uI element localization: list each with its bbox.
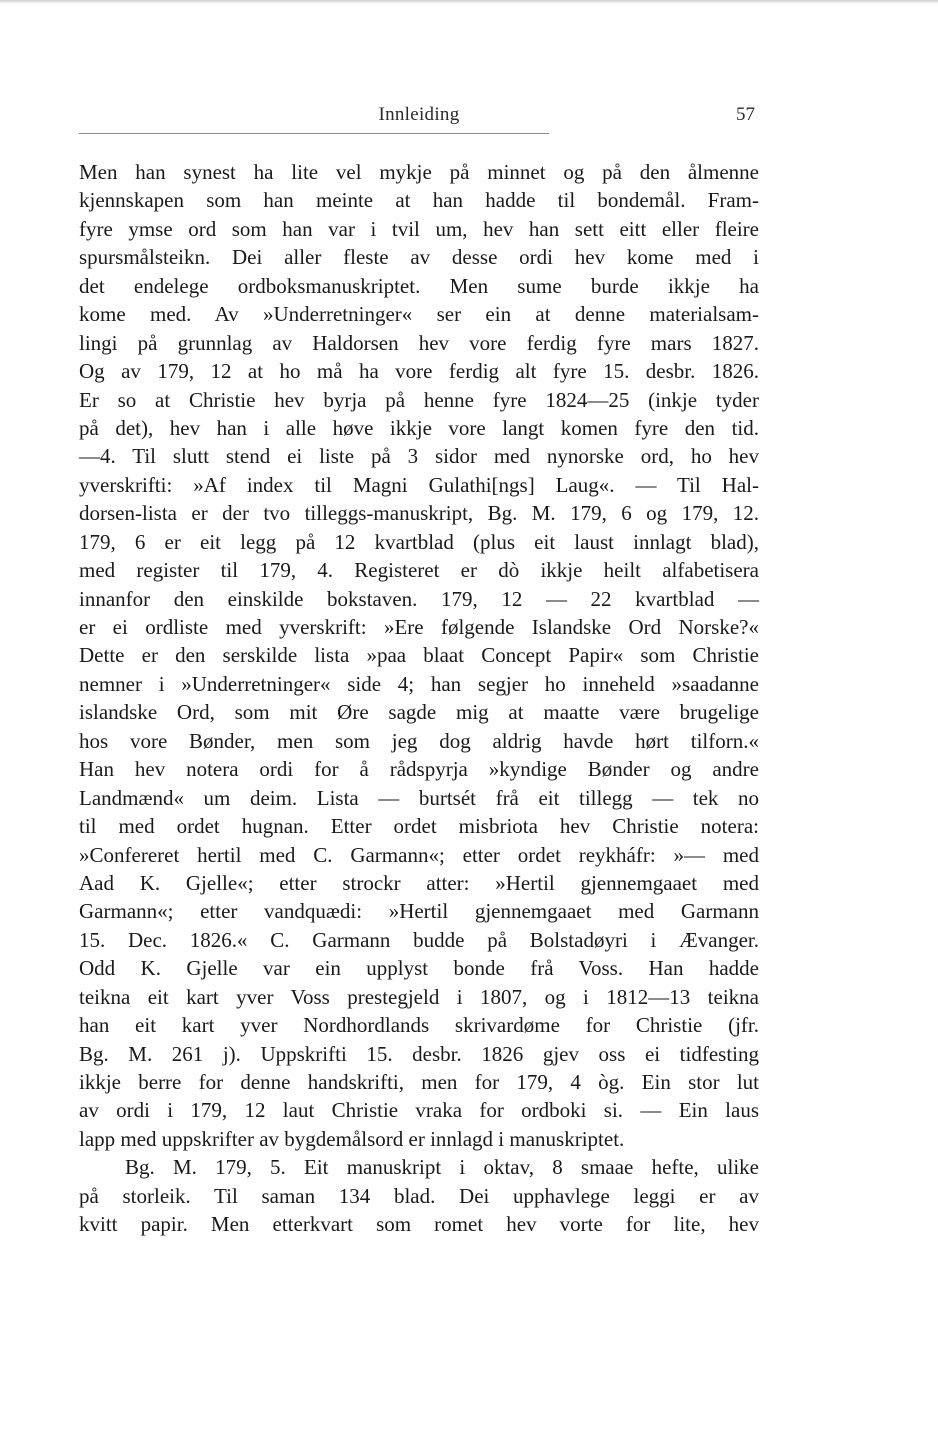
text-line: det endelege ordboksmanuskriptet. Men sume burde ikkje ha	[79, 273, 759, 298]
text-line: 15. Dec. 1826.« C. Garmann budde på Bolstadøyri i Ævanger.	[79, 927, 759, 952]
text-line: dorsen-lista er der tvo tilleggs-manuskript, Bg. M. 179, 6 og 179, 12.	[79, 501, 759, 526]
header-rule	[79, 133, 549, 134]
text-line: fyre ymse ord som han var i tvil um, hev han sett eitt eller fleire	[79, 216, 759, 241]
text-line: Bg. M. 179, 5. Eit manuskript i oktav, 8 smaae hefte, ulike	[125, 1155, 759, 1180]
text-line: Men han synest ha lite vel mykje på minnet og på den ålmenne	[79, 160, 759, 184]
scan-edge	[0, 0, 938, 4]
text-line: »Confereret hertil med C. Garmann«; etter ordet reykháfr: »— med	[79, 842, 759, 867]
text-line: islandske Ord, som mit Øre sagde mig at maatte være brugelige	[79, 700, 759, 725]
text-line: 179, 6 er eit legg på 12 kvartblad (plus eit laust innlagt blad),	[79, 529, 759, 554]
text-line: kvitt papir. Men etterkvart som romet hev vorte for lite, hev	[79, 1212, 759, 1237]
text-line: Bg. M. 261 j). Uppskrifti 15. desbr. 1826 gjev oss ei tidfesting	[79, 1041, 759, 1066]
text-line: Han hev notera ordi for å rådspyrja »kyndige Bønder og andre	[79, 757, 759, 782]
text-line: han eit kart yver Nordhordlands skrivardøme for Christie (jfr.	[79, 1013, 759, 1038]
text-line: yverskrifti: »Af index til Magni Gulathi[ngs] Laug«. — Til Hal-	[79, 472, 759, 497]
text-line: Og av 179, 12 at ho må ha vore ferdig alt fyre 15. desbr. 1826.	[79, 359, 759, 384]
text-line: kome med. Av »Underretninger« ser ein at denne materialsam-	[79, 302, 759, 327]
text-line: av ordi i 179, 12 laut Christie vraka for ordboki si. — Ein laus	[79, 1098, 759, 1123]
text-line: på det), hev han i alle høve ikkje vore langt komen fyre den tid.	[79, 415, 759, 440]
page-header	[79, 104, 759, 132]
text-line: nemner i »Underretninger« side 4; han segjer ho inneheld »saadanne	[79, 671, 759, 696]
text-line: Odd K. Gjelle var ein upplyst bonde frå Voss. Han hadde	[79, 956, 759, 981]
text-line: til med ordet hugnan. Etter ordet misbriota hev Christie notera:	[79, 814, 759, 839]
page-number: 57	[736, 104, 755, 125]
text-line: hos vore Bønder, men som jeg dog aldrig havde hørt tilforn.«	[79, 728, 759, 753]
text-line: Aad K. Gjelle«; etter strockr atter: »Hertil gjennemgaaet med	[79, 870, 759, 895]
running-title: Innleiding	[378, 104, 460, 125]
text-line: Er so at Christie hev byrja på henne fyre 1824—25 (inkje tyder	[79, 387, 759, 412]
text-line: lingi på grunnlag av Haldorsen hev vore ferdig fyre mars 1827.	[79, 330, 759, 355]
text-line: er ei ordliste med yverskrift: »Ere følgende Islandske Ord Norske?«	[79, 615, 759, 639]
text-line: innanfor den einskilde bokstaven. 179, 12 — 22 kvartblad —	[79, 586, 759, 611]
text-line: kjennskapen som han meinte at han hadde til bondemål. Fram-	[79, 188, 759, 213]
text-line: med register til 179, 4. Registeret er dò ikkje heilt alfabetisera	[79, 558, 759, 583]
text-line: Landmænd« um deim. Lista — burtsét frå eit tillegg — tek no	[79, 785, 759, 810]
text-line: Dette er den serskilde lista »paa blaat Concept Papir« som Christie	[79, 643, 759, 668]
text-line: —4. Til slutt stend ei liste på 3 sidor med nynorske ord, ho hev	[79, 444, 759, 469]
text-line: ikkje berre for denne handskrifti, men for 179, 4 òg. Ein stor lut	[79, 1070, 759, 1094]
text-line: lapp med uppskrifter av bygdemålsord er innlagd i manuskriptet.	[79, 1126, 625, 1151]
text-line: Garmann«; etter vandquædi: »Hertil gjennemgaaet med Garmann	[79, 899, 759, 924]
text-line: spursmålsteikn. Dei aller fleste av desse ordi hev kome med i	[79, 245, 759, 270]
text-line: på storleik. Til saman 134 blad. Dei upphavlege leggi er av	[79, 1183, 759, 1208]
text-line: teikna eit kart yver Voss prestegjeld i 1807, og i 1812—13 teikna	[79, 984, 759, 1009]
body-text	[79, 158, 759, 1239]
